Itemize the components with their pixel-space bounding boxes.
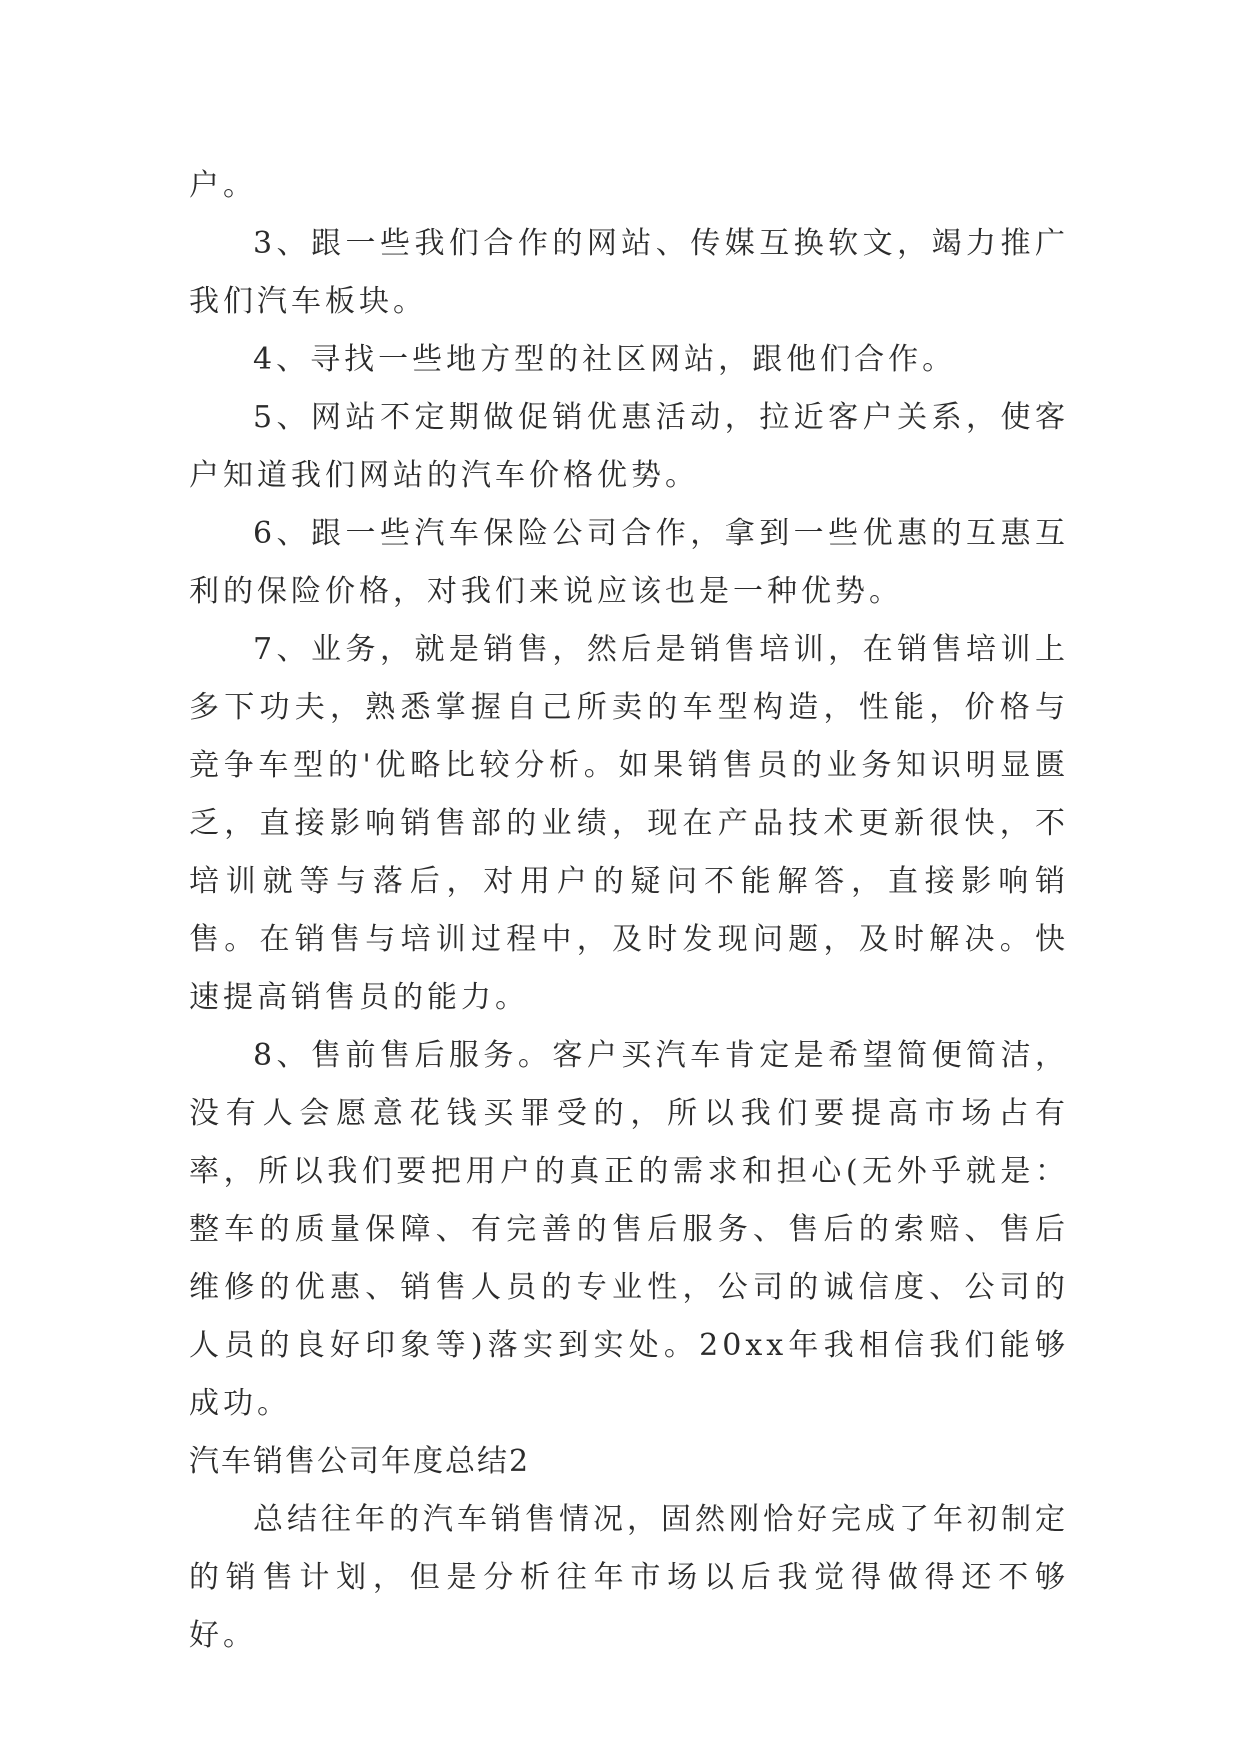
paragraph-item-5: 5、网站不定期做促销优惠活动，拉近客户关系，使客户知道我们网站的汽车价格优势。 bbox=[189, 400, 1069, 493]
paragraph-item-3: 3、跟一些我们合作的网站、传媒互换软文，竭力推广我们汽车板块。 bbox=[189, 226, 1069, 319]
paragraph-item-4: 4、寻找一些地方型的社区网站，跟他们合作。 bbox=[253, 342, 957, 377]
paragraph-item-8: 8、售前售后服务。客户买汽车肯定是希望简便简洁，没有人会愿意花钱买罪受的，所以我们要提高市场占有率，所以我们要把用户的真正的需求和担心(无外乎就是：整车的质量保障、有完善的售后服务、售后的索赔、售后维修的优惠、销售人员的专业性，公司的诚信度、公司的人员的良好印象等)落实到实处。20xx年我相信我们能够成功。 bbox=[189, 1038, 1069, 1421]
paragraph-continuation: 户。 bbox=[189, 168, 257, 203]
paragraph-item-6: 6、跟一些汽车保险公司合作，拿到一些优惠的互惠互利的保险价格，对我们来说应该也是一种优势。 bbox=[189, 516, 1069, 609]
paragraph-item-7: 7、业务，就是销售，然后是销售培训，在销售培训上多下功夫，熟悉掌握自己所卖的车型构造，性能，价格与竞争车型的'优略比较分析。如果销售员的业务知识明显匮乏，直接影响销售部的业绩，现在产品技术更新很快，不培训就等与落后，对用户的疑问不能解答，直接影响销售。在销售与培训过程中，及时发现问题，及时解决。快速提高销售员的能力。 bbox=[189, 632, 1069, 1015]
paragraph-summary: 总结往年的汽车销售情况，固然刚恰好完成了年初制定的销售计划，但是分析往年市场以后我觉得做得还不够好。 bbox=[189, 1502, 1069, 1653]
section-heading: 汽车销售公司年度总结2 bbox=[189, 1444, 531, 1479]
document-body bbox=[189, 157, 1069, 1665]
